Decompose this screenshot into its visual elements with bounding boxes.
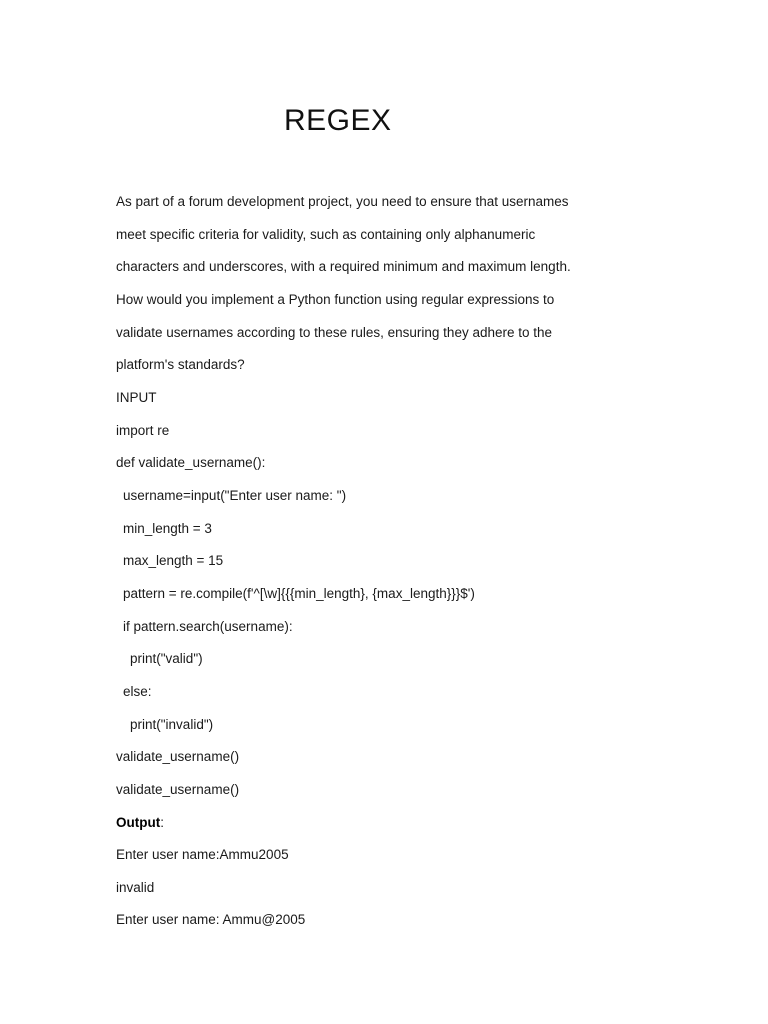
input-label: INPUT	[116, 390, 157, 405]
code-line-10: print("invalid")	[130, 717, 214, 732]
output-line-1: Enter user name:Ammu2005	[116, 847, 289, 862]
output-line-3: Enter user name: Ammu@2005	[116, 912, 306, 927]
output-heading	[116, 814, 164, 832]
code-line-7: if pattern.search(username):	[123, 619, 293, 634]
code-line-2: def validate_username():	[116, 455, 266, 470]
code-line-8: print("valid")	[130, 651, 203, 666]
code-line-9: else:	[123, 684, 152, 699]
paragraph-line-3: characters and underscores, with a required minimum and maximum length.	[116, 259, 571, 274]
code-line-1: import re	[116, 423, 170, 438]
code-line-11: validate_username()	[116, 749, 240, 764]
paragraph-line-5: validate usernames according to these rules, ensuring they adhere to the	[116, 325, 553, 340]
document-title: REGEX	[284, 104, 392, 137]
paragraph-line-2: meet specific criteria for validity, such as containing only alphanumeric	[116, 227, 536, 242]
code-line-12: validate_username()	[116, 782, 240, 797]
code-line-6: pattern = re.compile(f'^[\w]{{{min_length}, {max_length}}}$')	[123, 586, 475, 601]
paragraph-line-1: As part of a forum development project, you need to ensure that usernames	[116, 194, 569, 209]
output-line-2: invalid	[116, 880, 155, 895]
paragraph-line-4: How would you implement a Python function using regular expressions to	[116, 292, 555, 307]
code-line-4: min_length = 3	[123, 521, 212, 536]
paragraph-line-6: platform's standards?	[116, 357, 245, 372]
code-line-3: username=input("Enter user name: ")	[123, 488, 347, 503]
output-label: Output	[116, 815, 161, 830]
output-label-colon: :	[160, 815, 164, 830]
code-line-5: max_length = 15	[123, 553, 224, 568]
